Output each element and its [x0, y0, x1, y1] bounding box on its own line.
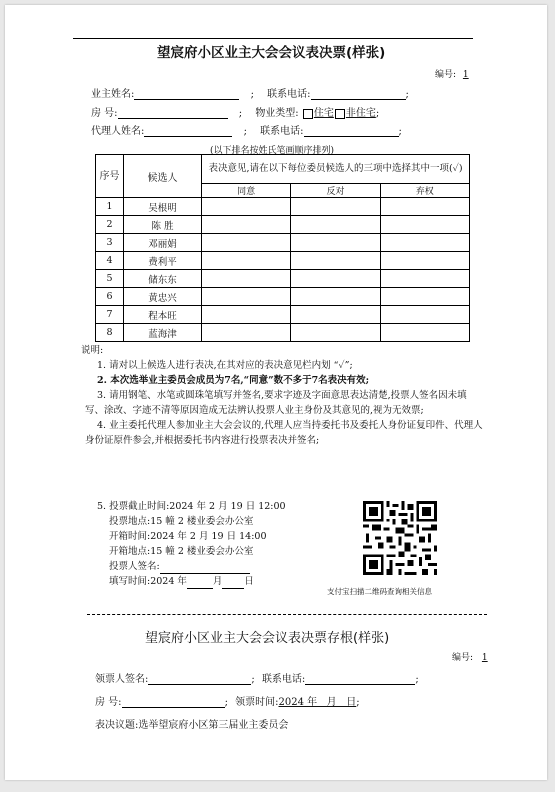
abstain-cell[interactable] [380, 252, 469, 270]
abstain-cell[interactable] [380, 234, 469, 252]
candidate-name: 储东东 [124, 270, 202, 288]
row-no: 4 [96, 252, 124, 270]
agree-cell[interactable] [202, 198, 291, 216]
row-no: 7 [96, 306, 124, 324]
note-3: 3. 请用钢笔、水笔或圆珠笔填写并签名,要求字迹及字面意思表达清楚,投票人签名因未填写、涂改、字迹不清等原因造成无法辨认投票人业主身份及其意见的,视为无效票; [85, 390, 467, 416]
oppose-cell[interactable] [291, 270, 380, 288]
table-row [96, 306, 470, 324]
agree-cell[interactable] [202, 288, 291, 306]
open-location: 开箱地点:15 幢 2 楼业委会办公室 [109, 546, 254, 557]
abstain-cell[interactable] [380, 324, 469, 342]
stub-receiver-row [95, 670, 419, 685]
stub-time-value: 2024 年 月 日 [278, 697, 357, 708]
agree-cell[interactable] [202, 252, 291, 270]
voter-signature-label: 投票人签名: [109, 561, 160, 572]
candidate-name: 蓝海津 [124, 324, 202, 342]
stub-title: 望宸府小区业主大会会议表决票存根(样张) [145, 631, 390, 646]
serial-label: 编号: [435, 70, 457, 80]
abstain-cell[interactable] [380, 216, 469, 234]
ordering-note: (以下排名按姓氏笔画顺序排列) [210, 146, 335, 156]
table-row [96, 324, 470, 342]
oppose-cell[interactable] [291, 306, 380, 324]
row-no: 6 [96, 288, 124, 306]
proxy-phone-label: 联系电话: [260, 126, 304, 137]
agree-cell[interactable] [202, 324, 291, 342]
fill-month-field[interactable] [187, 577, 213, 589]
stub-room-row [95, 693, 360, 708]
stub-serial-label: 编号: [452, 653, 474, 663]
property-type-options [302, 108, 376, 119]
non-residential-checkbox[interactable] [335, 109, 345, 119]
agree-cell[interactable] [202, 306, 291, 324]
abstain-cell[interactable] [380, 306, 469, 324]
vote-location: 投票地点:15 幢 2 楼业委会办公室 [109, 516, 254, 527]
note-4: 4. 业主委托代理人参加业主大会会议的,代理人应当持委托书及委托人身份证复印件、代理人身份证原件参会,并根据委托书内容进行投票表决并签名; [85, 420, 483, 446]
oppose-cell[interactable] [291, 288, 380, 306]
stub-receiver-field[interactable] [148, 673, 251, 685]
separator: ; [224, 697, 228, 708]
stub-room-label: 房 号: [95, 697, 122, 708]
candidate-name: 黄忠兴 [124, 288, 202, 306]
candidate-name: 陈 胜 [124, 216, 202, 234]
voting-info [97, 499, 286, 589]
abstain-cell[interactable] [380, 198, 469, 216]
oppose-cell[interactable] [291, 252, 380, 270]
table-row [96, 252, 470, 270]
row-no: 8 [96, 324, 124, 342]
room-row [91, 104, 379, 119]
row-no: 2 [96, 216, 124, 234]
proxy-field[interactable] [144, 125, 232, 137]
stub-serial-value: 1 [481, 653, 488, 663]
col-candidate-header: 候选人 [124, 155, 202, 198]
row-no: 1 [96, 198, 124, 216]
stub-phone-field[interactable] [305, 673, 415, 685]
room-field[interactable] [118, 107, 228, 119]
owner-name-label: 业主姓名: [91, 89, 135, 100]
separator: ; [398, 126, 402, 137]
voter-signature-field[interactable] [160, 562, 250, 574]
vote-table [95, 154, 470, 342]
oppose-cell[interactable] [291, 234, 380, 252]
abstain-cell[interactable] [380, 288, 469, 306]
separator: ; [375, 108, 380, 119]
document-page [5, 5, 547, 780]
col-agree-header: 同意 [202, 184, 291, 198]
candidate-name: 程本旺 [124, 306, 202, 324]
oppose-cell[interactable] [291, 216, 380, 234]
table-row [96, 216, 470, 234]
room-label: 房 号: [91, 108, 118, 119]
separator: ; [356, 697, 360, 708]
qr-code-icon [363, 501, 437, 575]
residential-label: 住宅 [313, 108, 334, 119]
owner-name-row [91, 85, 409, 100]
proxy-phone-field[interactable] [304, 125, 399, 137]
fill-date-month: 月 [212, 576, 223, 587]
table-row [96, 270, 470, 288]
stub-receiver-label: 领票人签名: [95, 674, 149, 685]
stub-topic: 表决议题:选举望宸府小区第三届业主委员会 [95, 720, 289, 731]
fill-date-year: 填写时间:2024 年 [109, 576, 187, 587]
row-no: 3 [96, 234, 124, 252]
oppose-cell[interactable] [291, 198, 380, 216]
agree-cell[interactable] [202, 234, 291, 252]
note-2: 2. 本次选举业主委员会成员为7名,“同意”数不多于7名表决有效; [97, 375, 370, 386]
vote-deadline: 5. 投票截止时间:2024 年 2 月 19 日 12:00 [97, 501, 286, 512]
top-rule [73, 38, 473, 39]
candidate-name: 费利平 [124, 252, 202, 270]
separator: ; [251, 674, 255, 685]
agree-cell[interactable] [202, 216, 291, 234]
voter-signature-row [97, 559, 286, 574]
col-abstain-header: 弃权 [380, 184, 469, 198]
separator: ; [415, 674, 419, 685]
table-row [96, 234, 470, 252]
property-type-label: 物业类型: [255, 108, 299, 119]
separator: ; [250, 89, 254, 100]
serial-value: 1 [462, 70, 469, 80]
stub-room-field[interactable] [122, 696, 225, 708]
table-row [96, 198, 470, 216]
open-time: 开箱时间:2024 年 2 月 19 日 14:00 [109, 531, 267, 542]
candidate-name: 吴根明 [124, 198, 202, 216]
owner-name-field[interactable] [134, 88, 239, 100]
oppose-cell[interactable] [291, 324, 380, 342]
fill-date-day: 日 [244, 576, 254, 587]
cut-line [87, 614, 487, 615]
table-header-row [96, 155, 470, 184]
separator: ; [405, 89, 409, 100]
agree-cell[interactable] [202, 270, 291, 288]
col-oppose-header: 反对 [291, 184, 380, 198]
phone-label: 联系电话: [267, 89, 311, 100]
note-1: 1. 请对以上候选人进行表决,在其对应的表决意见栏内划 “✓”; [97, 360, 353, 371]
separator: ; [243, 126, 247, 137]
serial-number [435, 67, 469, 80]
proxy-row [91, 122, 402, 137]
candidate-name: 邓丽娟 [124, 234, 202, 252]
qr-caption: 支付宝扫描二维码查询相关信息 [327, 587, 432, 596]
abstain-cell[interactable] [380, 270, 469, 288]
proxy-label: 代理人姓名: [91, 126, 145, 137]
residential-checkbox[interactable] [303, 109, 313, 119]
table-row [96, 288, 470, 306]
fill-date-row [97, 574, 286, 589]
col-opinion-header: 表决意见,请在以下每位委员候选人的三项中选择其中一项(✓) [202, 155, 470, 184]
stub-phone-label: 联系电话: [261, 674, 306, 685]
row-no: 5 [96, 270, 124, 288]
col-no-header: 序号 [96, 155, 124, 198]
phone-field[interactable] [311, 88, 406, 100]
notes-section [81, 343, 485, 448]
non-residential-label: 非住宅 [345, 108, 376, 119]
notes-heading: 说明: [81, 345, 104, 356]
stub-serial-number [452, 650, 488, 663]
fill-day-field[interactable] [222, 577, 244, 589]
separator: ; [238, 108, 243, 119]
stub-time-label: 领票时间: [235, 697, 279, 708]
form-title: 望宸府小区业主大会会议表决票(样张) [157, 45, 386, 61]
